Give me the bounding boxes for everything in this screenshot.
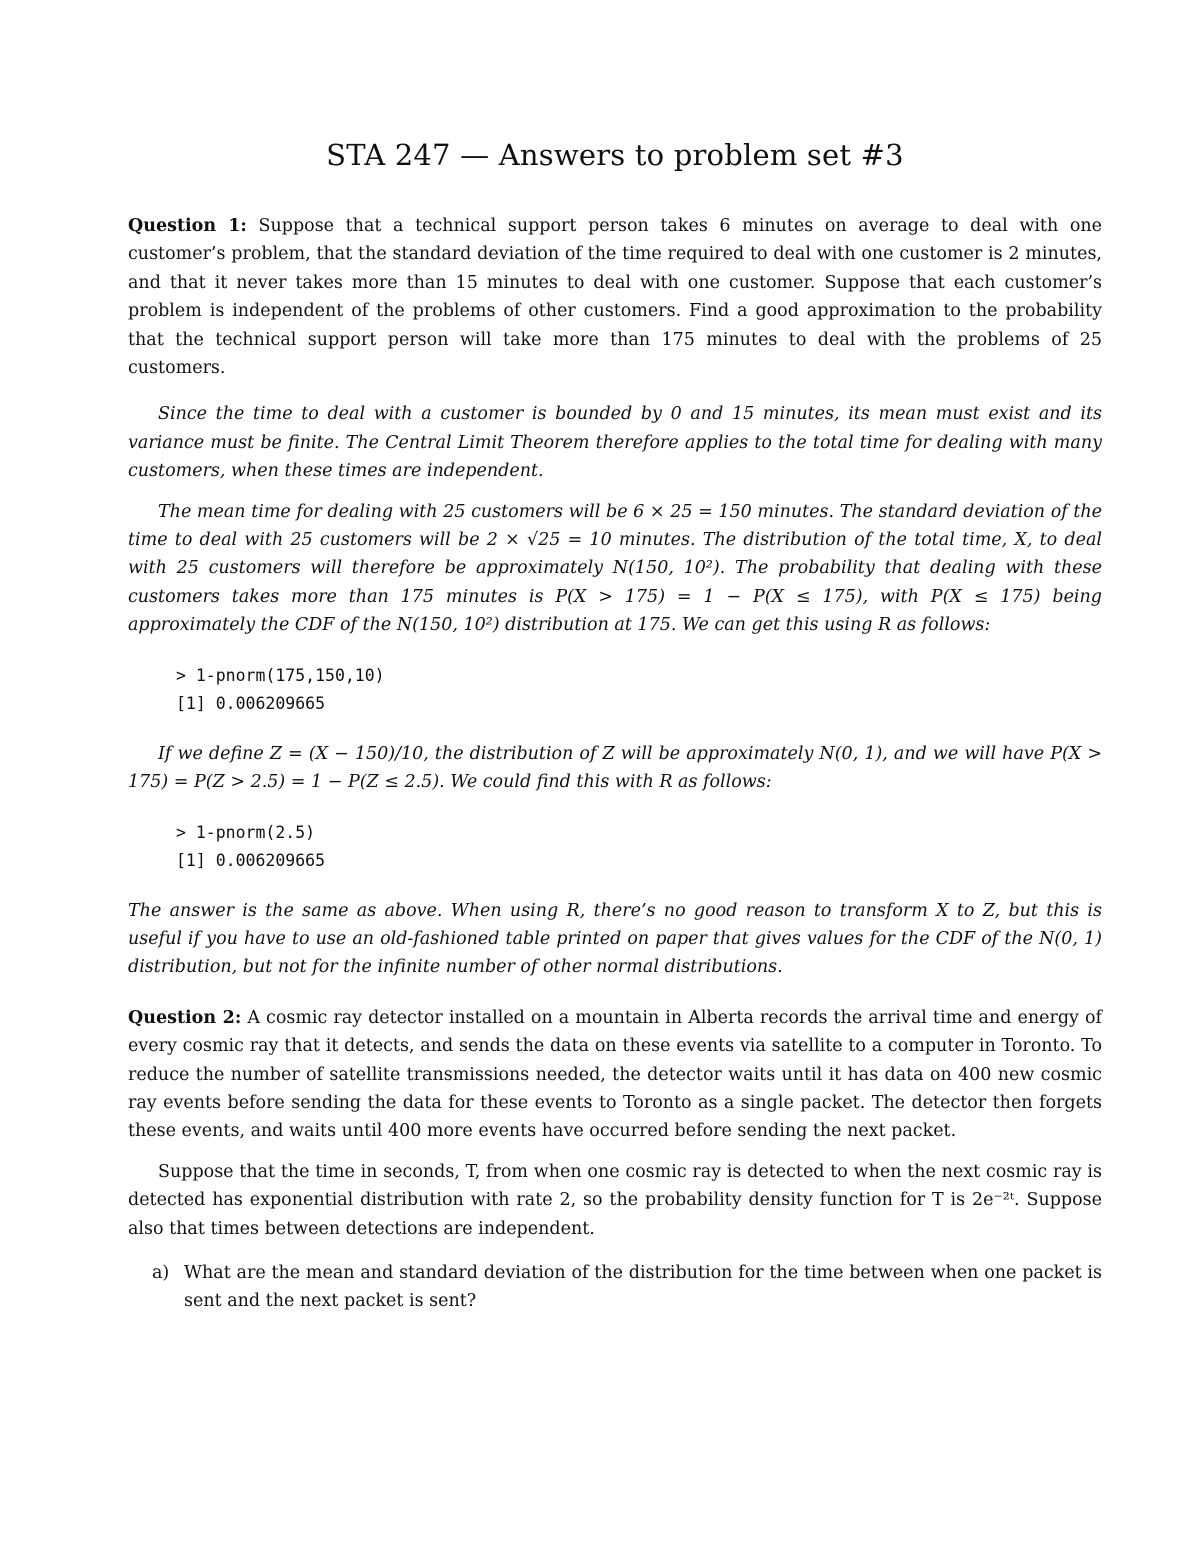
question-2-part-a (128, 1259, 1102, 1316)
answer-1-paragraph-4: The answer is the same as above. When using R, there’s no good reason to transform X to Z, but this is useful if you have to use an old-fashioned table printed on paper that gives values for the CDF of the N(0, 1) distribution, but not for the infinite number of other normal distributions. (128, 900, 1102, 978)
question-1-text: Suppose that a technical support person takes 6 minutes on average to deal with one customer’s problem, that the standard deviation of the time required to deal with one customer is 2 minutes, and that it never takes more than 15 minutes to deal with one customer. Suppose that each customer’s problem is independent of the problems of other customers. Find a good approximation to the probability that the technical support person will take more than 175 minutes to deal with the problems of 25 customers. (128, 216, 1103, 379)
part-a-text: What are the mean and standard deviation of the distribution for the time between when one packet is sent and the next packet is sent? (184, 1262, 1102, 1312)
answer-1-paragraph-2: The mean time for dealing with 25 customers will be 6 × 25 = 150 minutes. The standard deviation of the time to deal with 25 customers will be 2 × √25 = 10 minutes. The distribution of the total time, X, to deal with 25 customers will therefore be approximately N(150, 10²). The probability that dealing with these customers takes more than 175 minutes is P(X > 175) = 1 − P(X ≤ 175), with P(X ≤ 175) being approximately the CDF of the N(150, 10²) distribution at 175. We can get this using R as follows: (128, 501, 1102, 636)
page-title: STA 247 — Answers to problem set #3 (326, 138, 904, 172)
question-1-prompt (128, 212, 1102, 382)
question-2-paragraph-2: Suppose that the time in seconds, T, from when one cosmic ray is detected to when the next cosmic ray is detected has exponential distribution with rate 2, so the probability density function for T is 2e⁻²ᵗ. Suppose also that times between detections are independent. (128, 1161, 1102, 1239)
question-2-label: Question 2: (128, 1007, 242, 1028)
answer-1-paragraph-3: If we define Z = (X − 150)/10, the distribution of Z will be approximately N(0, 1), and we will have P(X > 175) = P(Z > 2.5) = 1 − P(Z ≤ 2.5). We could find this with R as follows: (128, 743, 1102, 793)
question-2-text: A cosmic ray detector installed on a mountain in Alberta records the arrival time and energy of every cosmic ray that it detects, and sends the data on these events via satellite to a computer in Toronto. To reduce the number of satellite transmissions needed, the detector waits until it has data on 400 new cosmic ray events before sending the data for these events to Toronto as a single packet. The detector then forgets these events, and waits until 400 more events have occurred before sending the next packet. (128, 1007, 1102, 1142)
part-a-label: a) (152, 1262, 170, 1283)
question-1-label: Question 1: (128, 216, 247, 236)
answer-1-paragraph-1: Since the time to deal with a customer is bounded by 0 and 15 minutes, its mean must exist and its variance must be finite. The Central Limit Theorem therefore applies to the total time for dealing with many customers, when these times are independent. (128, 404, 1102, 482)
r-code-block-1: > 1-pnorm(175,150,10) [1] 0.006209665 (176, 665, 385, 713)
r-code-block-2: > 1-pnorm(2.5) [1] 0.006209665 (176, 822, 326, 870)
question-2-prompt (128, 1004, 1102, 1146)
